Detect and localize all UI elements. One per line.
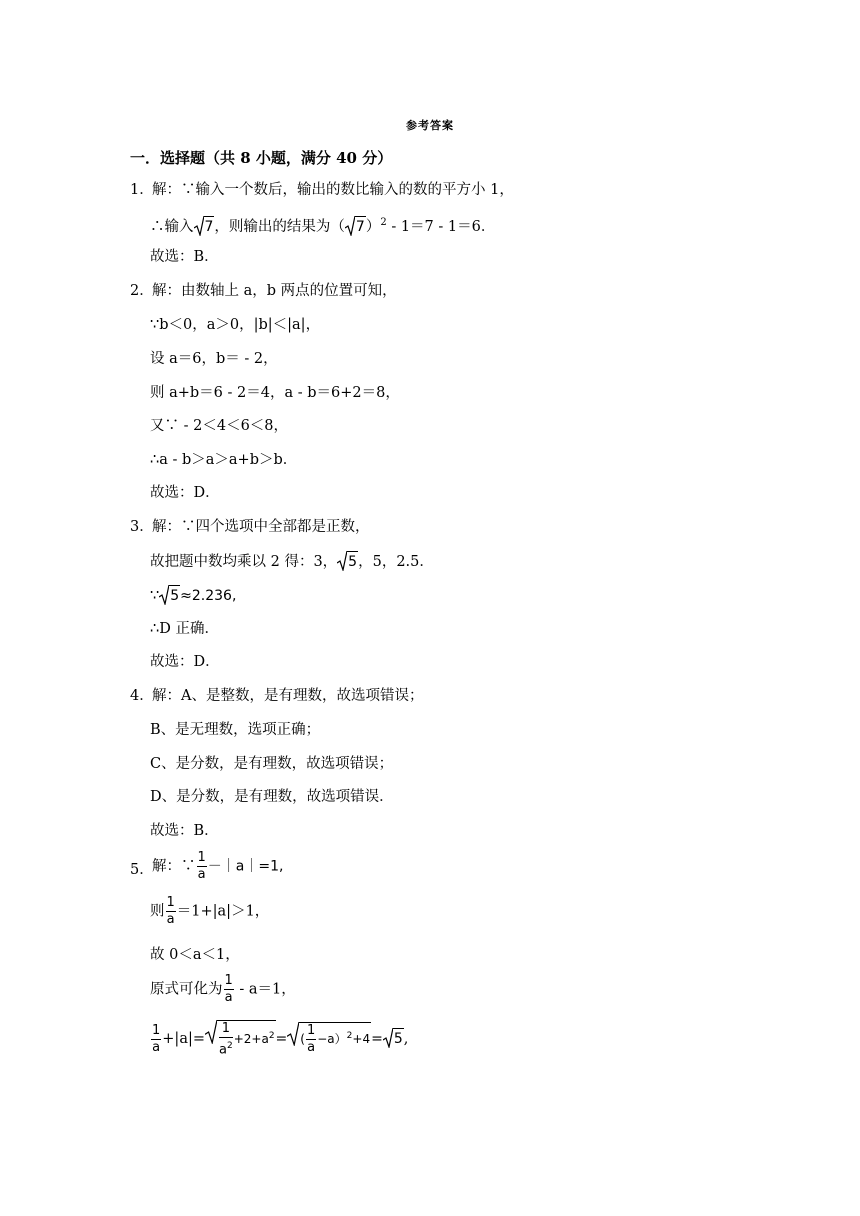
sqrt-symbol: 5	[383, 1028, 404, 1049]
q3-number: 3．	[130, 519, 154, 535]
q5-line-2: 则 $\frac{1}{a}$ ＝1+|a|＞1，	[150, 895, 270, 927]
q2-line-6: ∴a - b＞a＞a+b＞b．	[150, 452, 298, 468]
q2-line-1: 解：由数轴上 a，b 两点的位置可知，	[152, 283, 397, 299]
sqrt-symbol: 5	[337, 551, 358, 572]
q5-line-4: 原式可化为 $\frac{1}{a}$ - a＝1，	[150, 973, 296, 1005]
q4-line-5: 故选：B．	[150, 823, 219, 839]
q4-line-1: 解：A、是整数，是有理数，故选项错误；	[152, 688, 424, 704]
fraction: $\frac{1}{a}$	[166, 895, 175, 927]
sqrt-symbol: 7	[194, 216, 215, 237]
page-title: 参考答案	[406, 119, 454, 132]
sqrt-symbol: 7	[345, 216, 366, 237]
fraction: $\frac{1}{a}$	[224, 973, 233, 1005]
q5-line-3: 故 0＜a＜1，	[150, 947, 240, 963]
q2-number: 2．	[130, 283, 154, 299]
q2-line-5: 又∵ - 2＜4＜6＜8，	[150, 418, 289, 434]
q1-line-2: ∴输入 7，则输出的结果为（ 7）$^2$ - 1＝7 - 1＝6．	[150, 217, 496, 235]
q2-line-3: 设 a＝6，b＝ - 2，	[150, 351, 278, 367]
q2-line-2: ∵b＜0，a＞0，|b|＜|a|，	[150, 317, 321, 333]
q1-line-3: 故选：B．	[150, 249, 219, 265]
section-heading: 一．选择题（共 8 小题，满分 40 分）	[130, 149, 393, 167]
q4-number: 4．	[130, 688, 154, 704]
fraction: $\frac{1}{a}$	[197, 850, 206, 882]
sqrt-symbol: $\frac{1}{a^2}$ $+2+a^2$	[205, 1020, 276, 1058]
sqrt-symbol: ( $\frac{1}{a}$ −a）$^2$+4	[287, 1022, 371, 1056]
fraction: $\frac{1}{a}$	[152, 1022, 161, 1055]
q4-line-4: D、是分数，是有理数，故选项错误．	[150, 789, 394, 805]
q1-number: 1．	[130, 182, 154, 198]
q3-line-2: 故把题中数均乘以 2 得：3， 5，5，2.5．	[150, 551, 434, 572]
q1-line-1: 解：∵输入一个数后，输出的数比输入的数的平方小 1，	[152, 182, 514, 198]
q3-line-5: 故选：D．	[150, 654, 220, 670]
q3-line-4: ∴D 正确．	[150, 621, 219, 637]
q4-line-2: B、是无理数，选项正确；	[150, 722, 321, 738]
q3-line-3: ∵ 5≈2.236,	[150, 585, 236, 606]
q2-line-7: 故选：D．	[150, 485, 220, 501]
q5-number: 5．	[130, 862, 154, 878]
q2-line-4: 则 a+b＝6 - 2＝4，a - b＝6+2＝8，	[150, 385, 400, 401]
q5-line-5: $\frac{1}{a}$ +|a|= $\frac{1}{a^2}$ $+2+a^2=$ ( $\frac{1}{a}$ −a）$^2$+4= 5,	[152, 1021, 409, 1058]
q4-line-3: C、是分数，是有理数，故选项错误；	[150, 756, 394, 772]
q5-line-1: 解：∵ $\frac{1}{a}$ －｜a｜=1,	[152, 850, 284, 882]
q3-line-1: 解：∵四个选项中全部都是正数，	[152, 519, 370, 535]
sqrt-symbol: 5	[159, 585, 180, 606]
